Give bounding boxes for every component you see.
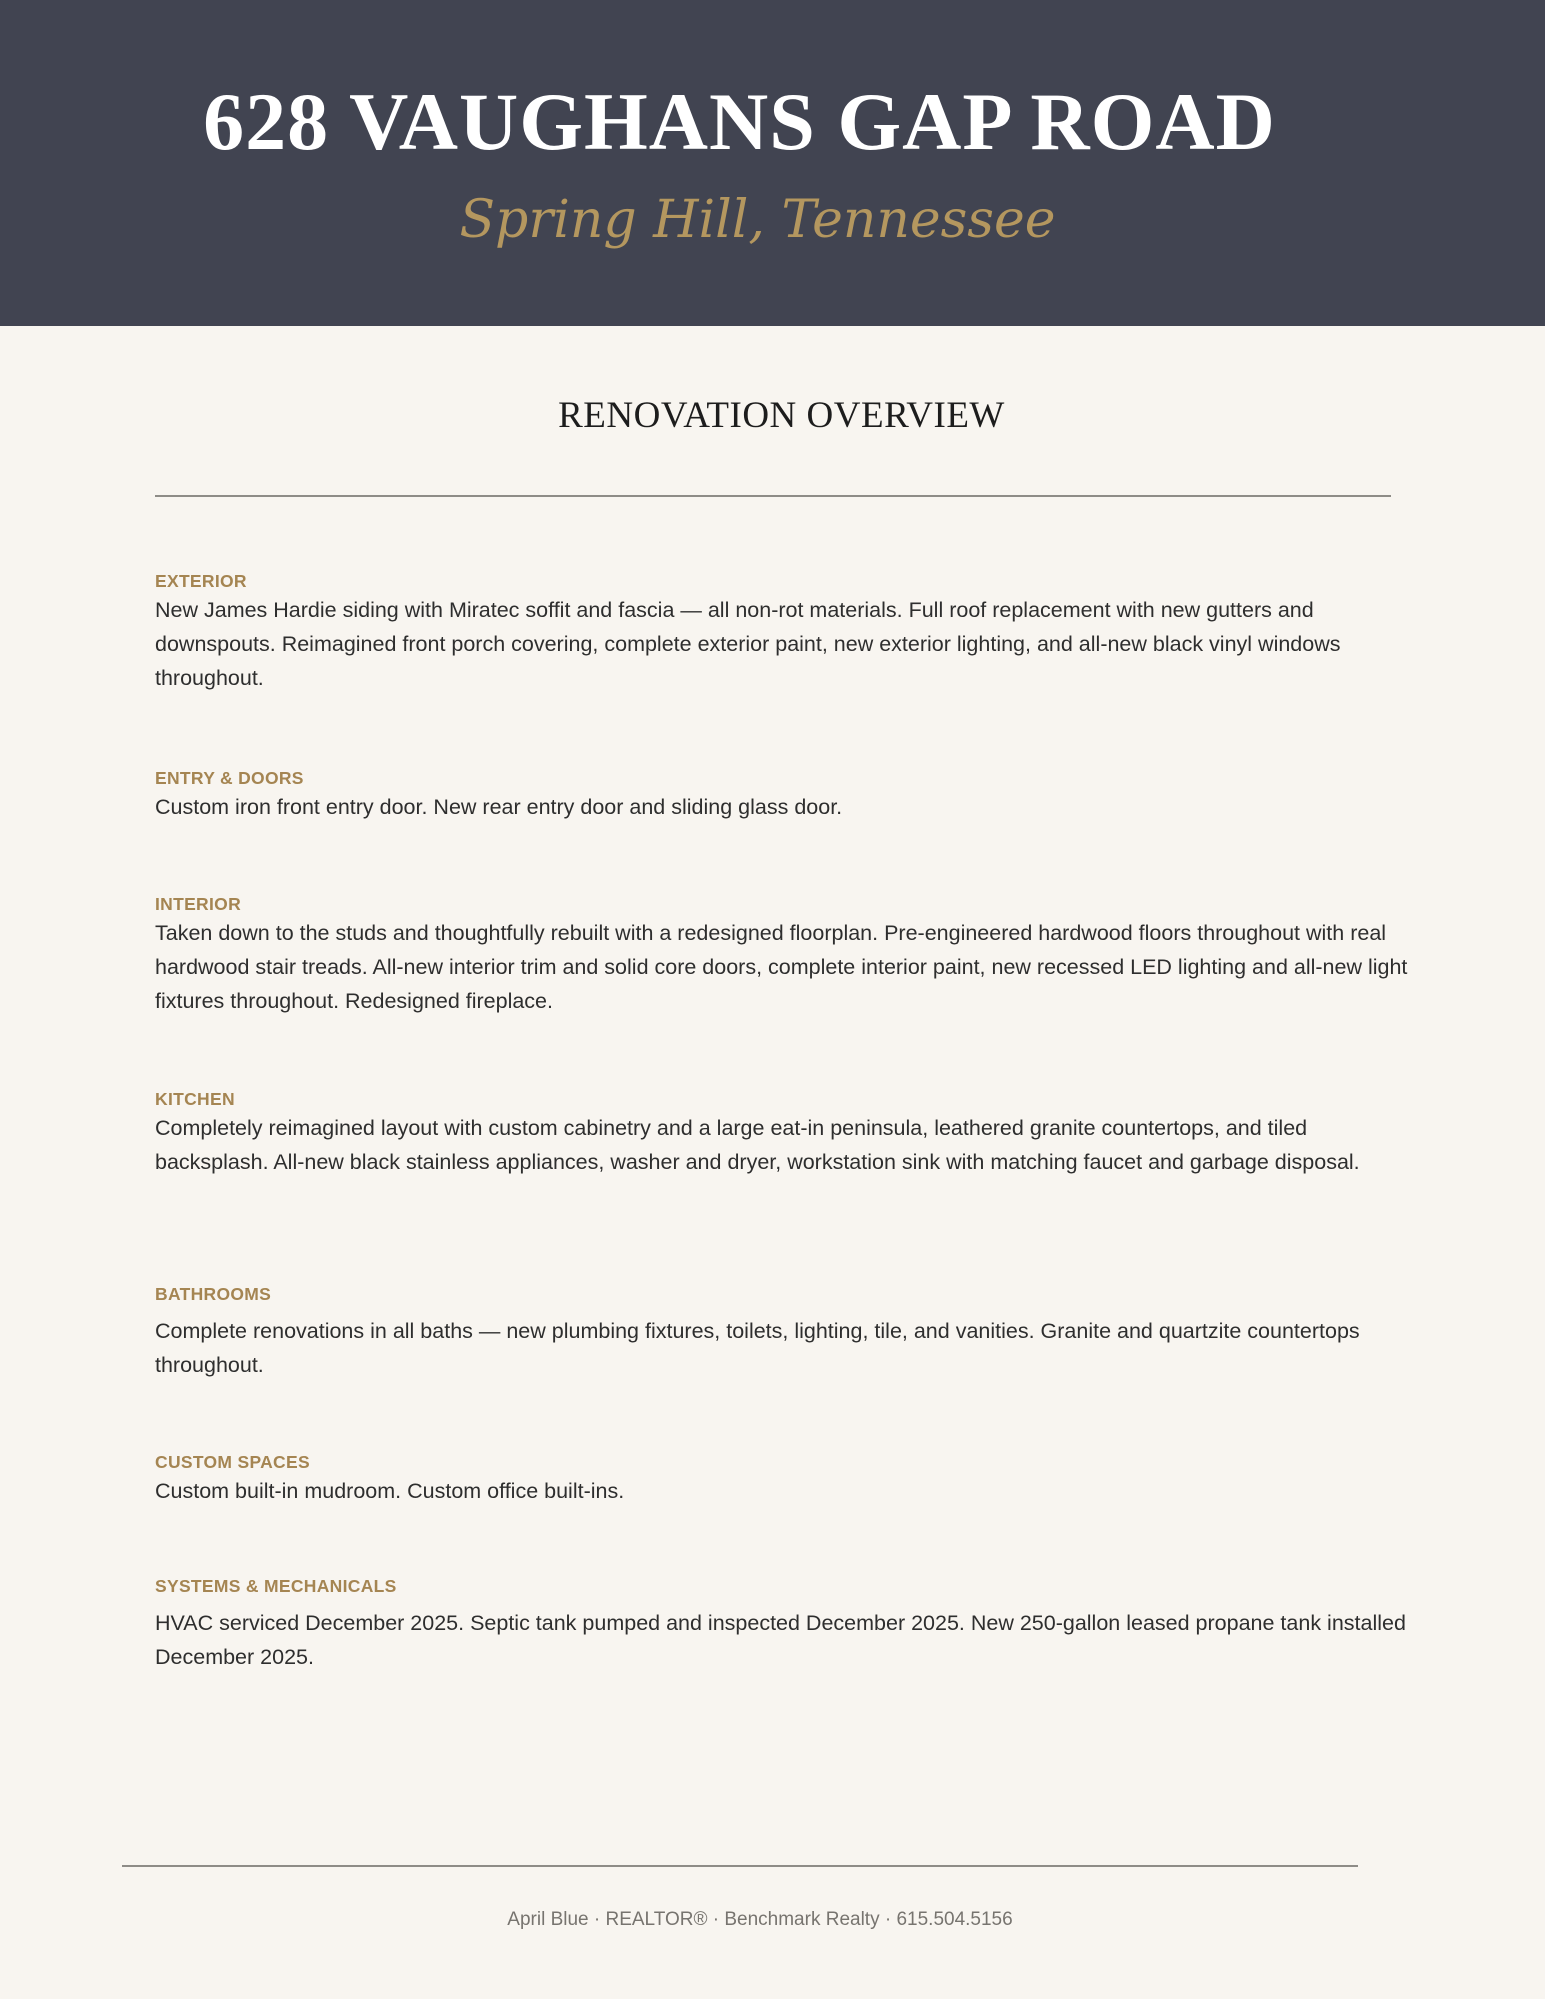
section-label-systems-mechanicals: SYSTEMS & MECHANICALS [155, 1576, 397, 1596]
section-text-bathrooms: Complete renovations in all baths — new plumbing fixtures, toilets, lighting, tile, and vanities. Granite and quartzite countertops throughout. [155, 1319, 1360, 1377]
property-location-subtitle: Spring Hill, Tennessee [459, 190, 1056, 250]
section-label-interior: INTERIOR [155, 894, 242, 914]
divider-bottom [122, 1865, 1358, 1867]
divider-top [155, 495, 1391, 497]
section-text-kitchen: Completely reimagined layout with custom cabinetry and a large eat-in peninsula, leathered granite countertops, and tiled backsplash. All-new black stainless appliances, washer and dryer, workstation sink with matching faucet and garbage disposal. [155, 1116, 1360, 1174]
header-banner [0, 0, 1545, 326]
section-text-entry-doors: Custom iron front entry door. New rear entry door and sliding glass door. [155, 795, 843, 819]
section-label-entry-doors: ENTRY & DOORS [155, 768, 304, 788]
page-title: RENOVATION OVERVIEW [558, 395, 1005, 436]
property-address-title: 628 VAUGHANS GAP ROAD [203, 76, 1276, 167]
section-text-interior: Taken down to the studs and thoughtfully rebuilt with a redesigned floorplan. Pre-engineered hardwood floors throughout with real hardwood stair treads. All-new interior trim and solid core doors, complete interior paint, new recessed LED lighting and all-new light fixtures throughout. Redesigned fireplace. [155, 921, 1408, 1013]
section-text-custom-spaces: Custom built-in mudroom. Custom office built-ins. [155, 1479, 625, 1503]
section-entry-doors [155, 766, 1420, 824]
section-bathrooms [155, 1282, 1420, 1382]
section-text-systems-mechanicals: HVAC serviced December 2025. Septic tank pumped and inspected December 2025. New 250-gallon leased propane tank installed December 2025. [155, 1611, 1406, 1669]
section-interior [155, 892, 1420, 1018]
section-label-bathrooms: BATHROOMS [155, 1284, 272, 1304]
section-label-custom-spaces: CUSTOM SPACES [155, 1452, 310, 1472]
section-label-exterior: EXTERIOR [155, 571, 247, 591]
section-kitchen [155, 1087, 1420, 1179]
footer-contact: April Blue · REALTOR® · Benchmark Realty · 615.504.5156 [507, 1909, 1013, 1930]
section-custom-spaces [155, 1450, 1420, 1508]
section-text-exterior: New James Hardie siding with Miratec soffit and fascia — all non-rot materials. Full roof replacement with new gutters and downspouts. Reimagined front porch covering, complete exterior paint, new exterior lighting, and all-new black vinyl windows throughout. [155, 598, 1341, 690]
section-label-kitchen: KITCHEN [155, 1089, 235, 1109]
section-systems-mechanicals [155, 1574, 1420, 1674]
section-exterior [155, 569, 1420, 695]
